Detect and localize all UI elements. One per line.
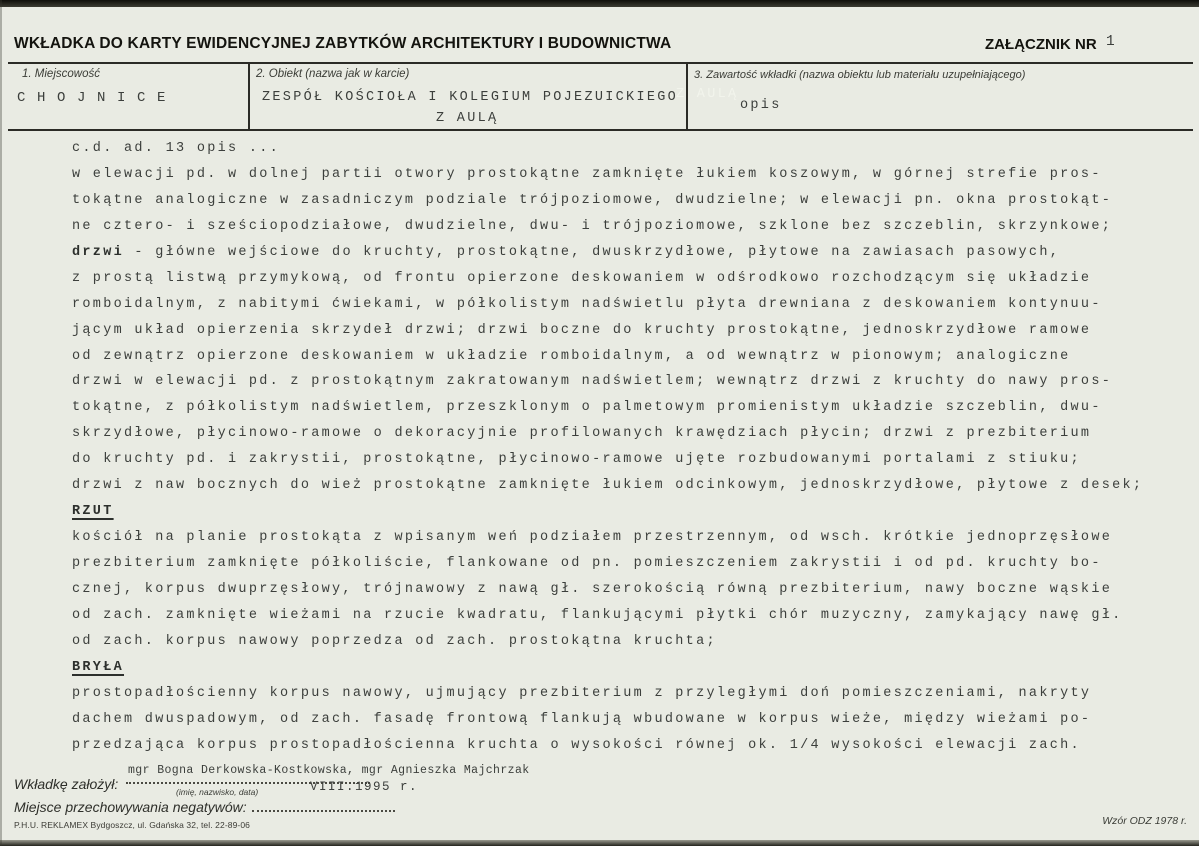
body-line: od zach. korpus nawowy poprzedza od zach. prostokątna kruchta; xyxy=(72,633,717,649)
form-version-note: Wzór ODZ 1978 r. xyxy=(1102,815,1187,827)
field-object-value-line2: Z AULĄ xyxy=(436,111,499,126)
negatives-dotted-line xyxy=(252,810,395,812)
body-line: od zewnątrz opierzone deskowaniem w układzie romboidalnym, a od wewnątrz w pionowym; analogiczne xyxy=(72,348,1071,364)
founder-value: mgr Bogna Derkowska-Kostkowska, mgr Agnieszka Majchrzak xyxy=(128,764,530,777)
body-line: kościół na planie prostokąta z wpisanym weń podziałem przestrzennym, od wsch. krótkie jednoprzęsłowe xyxy=(72,530,1113,546)
body-line: c.d. ad. 13 opis ... xyxy=(72,141,281,156)
field-city-label: 1. Miejscowość xyxy=(22,68,100,80)
founder-label: Wkładkę założył: xyxy=(14,776,119,792)
body-line: drzwi - główne wejściowe do kruchty, prostokątne, dwuskrzydłowe, płytowe na zawiasach pasowych, xyxy=(72,244,1061,260)
body-line: drzwi w elewacji pd. z prostokątnym zakratowanym nadświetlem; wewnątrz drzwi z kruchty do nawy pros- xyxy=(72,374,1113,390)
table-divider-1 xyxy=(248,62,250,131)
scan-edge-bottom xyxy=(0,840,1199,846)
body-line: w elewacji pd. w dolnej partii otwory prostokątne zamknięte łukiem koszowym, w górnej strefie pros- xyxy=(72,166,1102,182)
body-line: tokątne analogiczne w zasadniczym podziale trójpoziomowe, dwudzielne; w elewacji pn. okna prostokąt- xyxy=(72,192,1113,208)
field-object-label: 2. Obiekt (nazwa jak w karcie) xyxy=(256,68,410,80)
body-line: tokątne, z półkolistym nadświetlem, przeszklonym o palmetowym promienistym układzie szczeblin, dwu- xyxy=(72,400,1102,416)
scan-edge-left xyxy=(0,0,2,846)
body-line: skrzydłowe, płycinowo-ramowe o dekoracyjnie profilowanych krawędziach płycin; drzwi z prezbiterium xyxy=(72,426,1092,442)
field-object-value: ZESPÓŁ KOŚCIOŁA I KOLEGIUM POJEZUICKIEGO xyxy=(262,90,679,105)
body-line: z prostą listwą przymykową, od frontu opierzone deskowaniem w odśrodkowo rozchodzącym się układzie xyxy=(72,270,1092,286)
table-rule-top xyxy=(8,62,1193,64)
field-city-value: C H O J N I C E xyxy=(17,90,168,106)
body-line: drzwi z naw bocznych do wież prostokątne zamknięte łukiem odcinkowym, jednoskrzydłowe, płytowe z desek; xyxy=(72,478,1144,494)
body-line: romboidalnym, z nabitymi ćwiekami, w półkolistym nadświetlu płyta drewniana z deskowaniem kontynuu- xyxy=(72,296,1102,312)
body-line: do kruchty pd. i zakrystii, prostokątne, płycinowo-ramowe ujęte rozbudowanymi portalami z stiuku; xyxy=(72,452,1081,468)
body-line: ne cztero- i sześciopodziałowe, dwudzielne, dwu- i trójpoziomowe, szklone bez szczeblin, skrzynkowe; xyxy=(72,218,1113,234)
body-line: od zach. zamknięte wieżami na rzucie kwadratu, flankującymi płytki chór muzyczny, zamykający nawę gł. xyxy=(72,607,1123,623)
negatives-label: Miejsce przechowywania negatywów: xyxy=(14,799,247,815)
form-title: WKŁADKA DO KARTY EWIDENCYJNEJ ZABYTKÓW ARCHITEKTURY I BUDOWNICTWA xyxy=(14,35,672,52)
table-rule-bottom xyxy=(8,129,1193,131)
body-line: cznej, korpus dwuprzęsłowy, trójnawowy z nawą gł. szerokością równą prezbiterium, nawy boczne wąskie xyxy=(72,581,1113,597)
body-line: prezbiterium zamknięte półkoliście, flankowane od pn. pomieszczeniem zakrystii i od pd. kruchty bo- xyxy=(72,556,1102,571)
field-object-ghost-text: Z AULĄ xyxy=(676,87,739,102)
description-text xyxy=(72,136,1143,759)
founder-date: VIII.1995 r. xyxy=(310,780,419,794)
print-shop-note: P.H.U. REKLAMEX Bydgoszcz, ul. Gdańska 32, tel. 22-89-06 xyxy=(14,820,251,830)
body-heading: BRYŁA xyxy=(72,659,125,675)
body-line: dachem dwuspadowym, od zach. fasadę frontową flankują wbudowane w korpus wieże, między wieżami po- xyxy=(72,711,1092,727)
body-line: przedzająca korpus prostopadłościenna kruchta o wysokości równej ok. 1/4 wysokości elewacji zach. xyxy=(72,737,1081,753)
field-content-label: 3. Zawartość wkładki (nazwa obiektu lub materiału uzupełniającego) xyxy=(694,69,1026,81)
attachment-label: ZAŁĄCZNIK NR xyxy=(985,36,1097,53)
attachment-number: 1 xyxy=(1106,34,1115,50)
founder-hint: (imię, nazwisko, data) xyxy=(176,787,259,797)
body-heading: RZUT xyxy=(72,504,114,520)
body-line: jącym układ opierzenia skrzydeł drzwi; drzwi boczne do kruchty prostokątne, jednoskrzydłowe ramowe xyxy=(72,322,1092,338)
scan-edge-top xyxy=(0,0,1199,7)
body-line: prostopadłościenny korpus nawowy, ujmujący prezbiterium z przyległymi doń pomieszczeniami, nakryty xyxy=(72,685,1092,701)
field-content-value: opis xyxy=(740,98,782,113)
